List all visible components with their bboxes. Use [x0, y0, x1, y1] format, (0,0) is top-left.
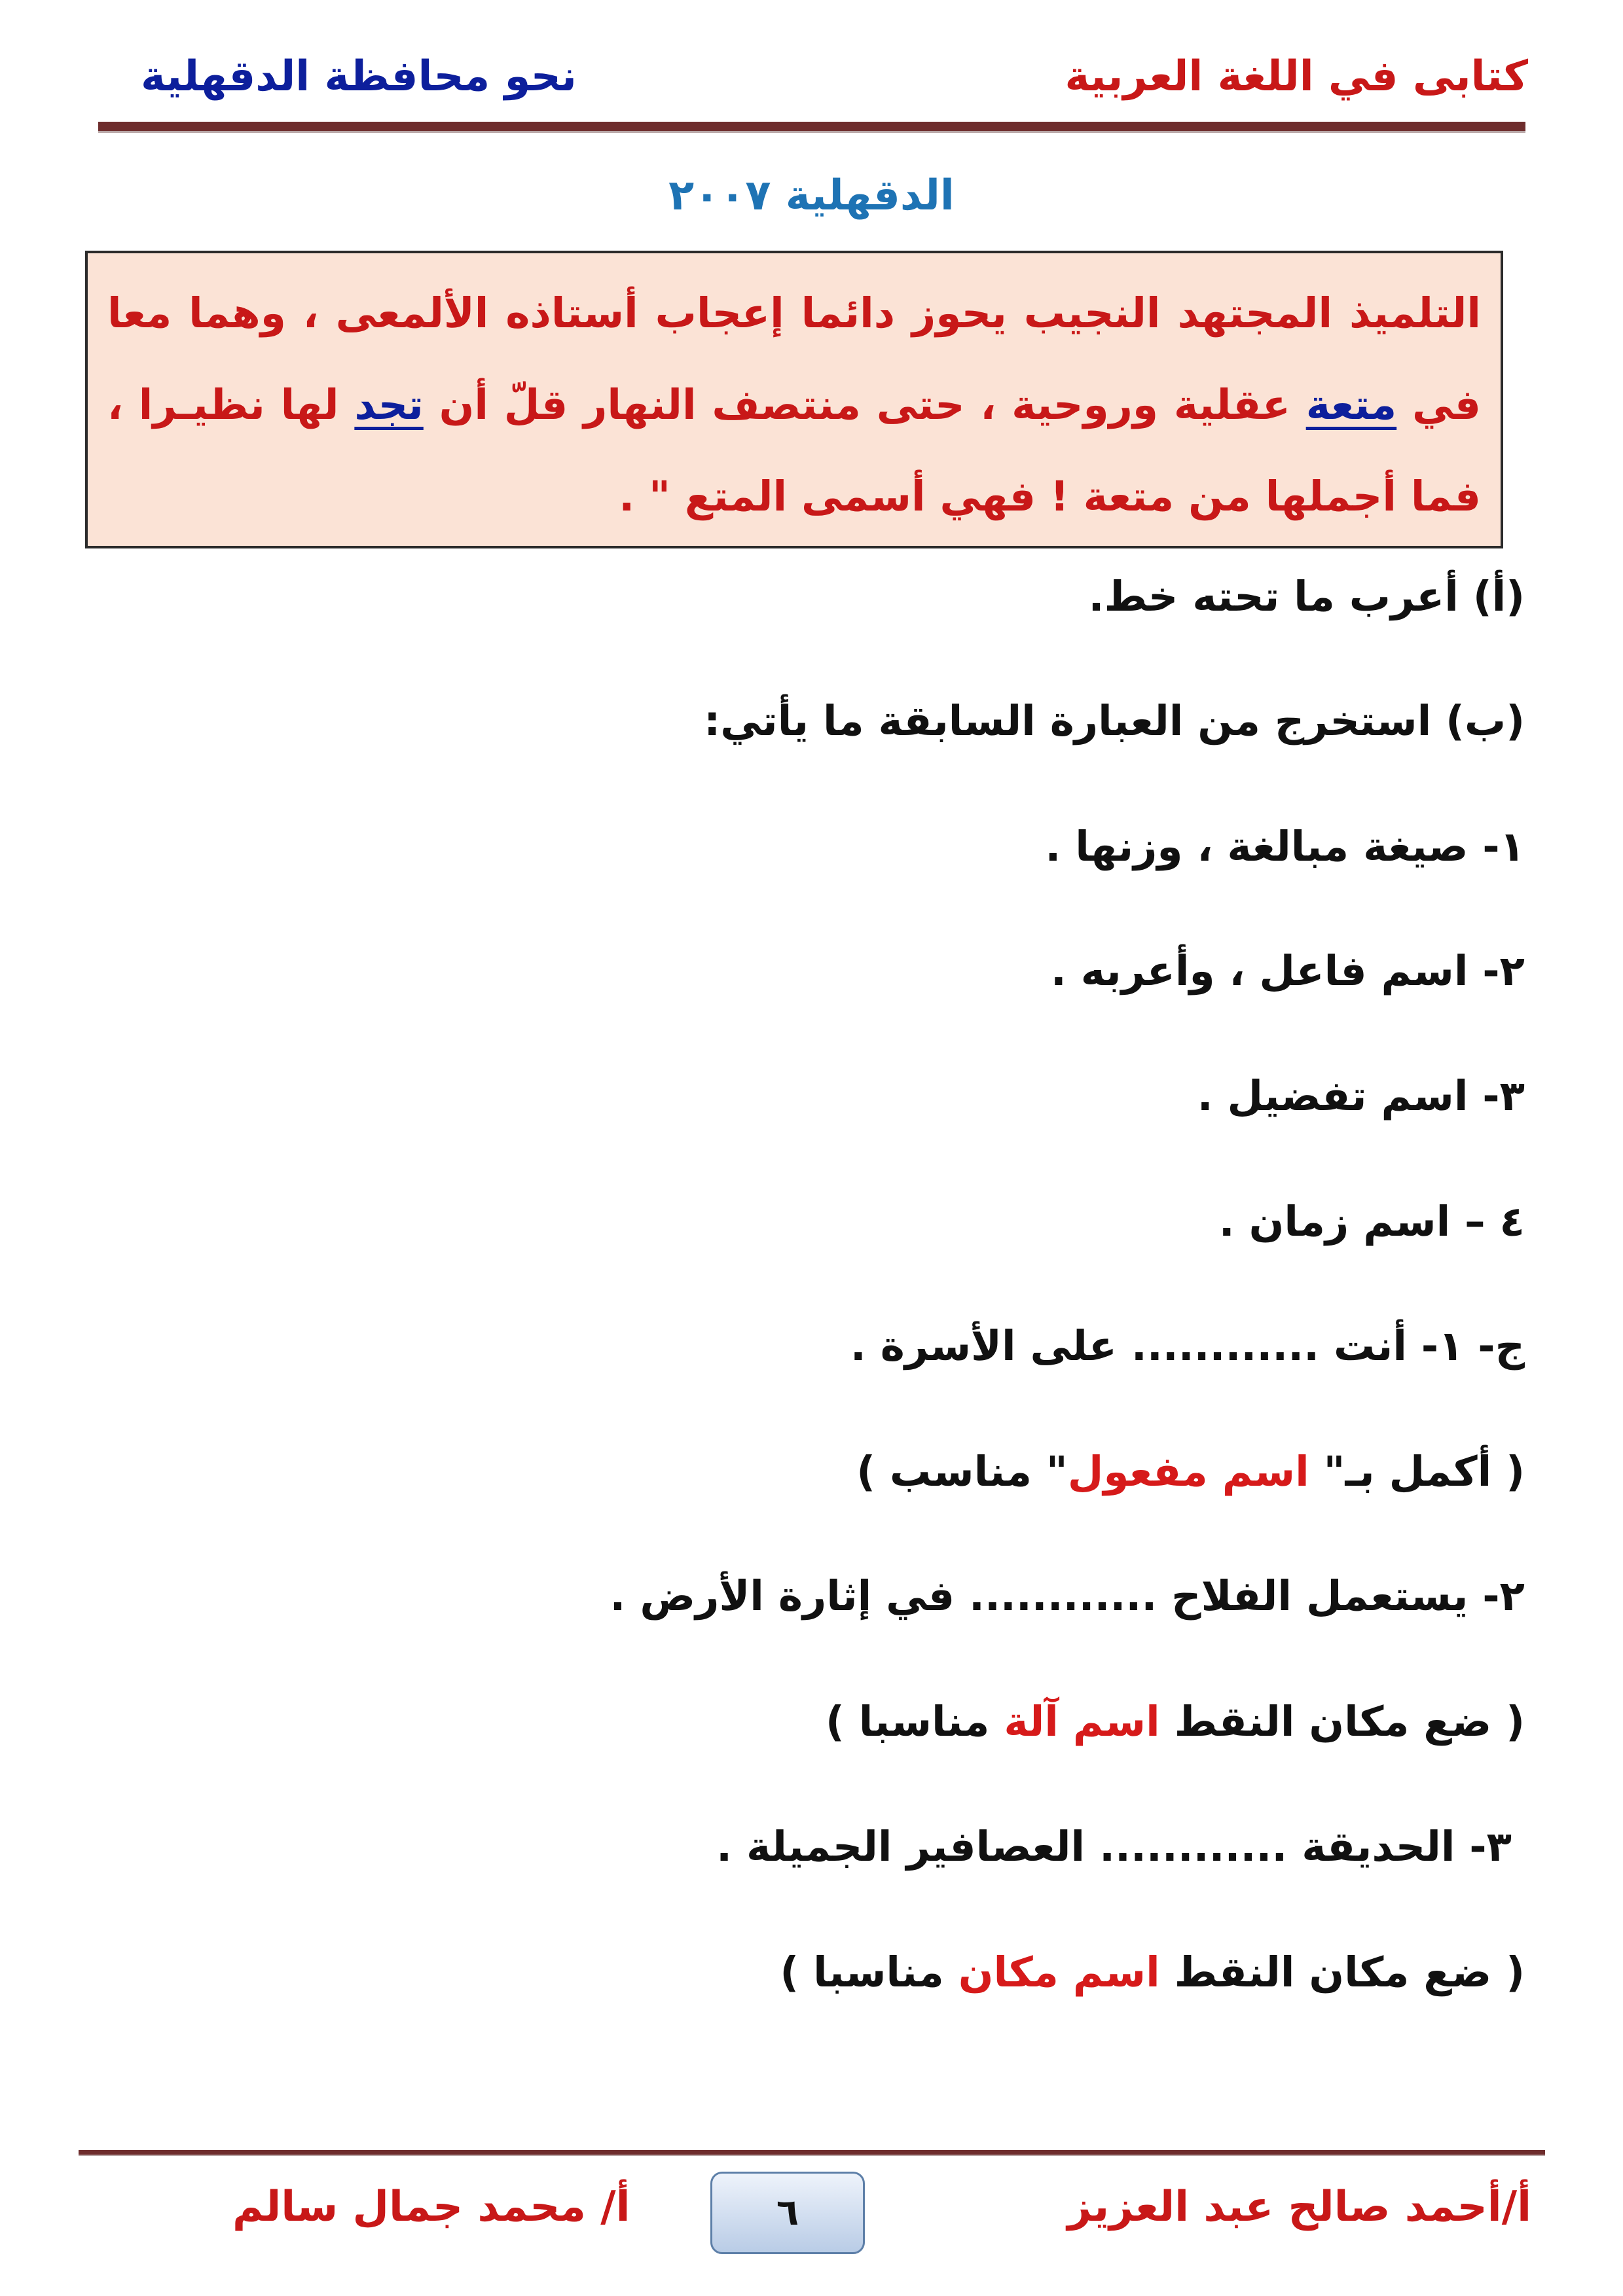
hint-c3-start: ( ضع مكان النقط	[1159, 1948, 1525, 1996]
passage-line-2	[107, 359, 1481, 451]
hint-c2-start: ( ضع مكان النقط	[1159, 1698, 1525, 1746]
subject-region-title: نحو محافظة الدقهلية	[141, 52, 577, 101]
footer-divider	[79, 2150, 1545, 2156]
question-b1: ١- صيغة مبالغة ، وزنها .	[1045, 823, 1525, 870]
question-b2: ٢- اسم فاعل ، وأعربه .	[1050, 947, 1525, 995]
question-b4: ٤ – اسم زمان .	[1218, 1198, 1525, 1246]
hint-c2-term: اسم آلة	[1004, 1698, 1160, 1746]
hint-c2-end: مناسبا )	[826, 1698, 1004, 1746]
hint-c1-term: اسم مفعول	[1067, 1448, 1309, 1496]
passage-line-1: التلميذ المجتهد النجيب يحوز دائما إعجاب أستاذه الألمعى ، وهما معا	[107, 289, 1481, 337]
question-c1-hint	[856, 1448, 1525, 1496]
header-divider	[98, 122, 1525, 133]
hint-c3-term: اسم مكان	[958, 1948, 1160, 1996]
hint-c3-end: مناسبا )	[780, 1948, 958, 1996]
passage-line-2-start: في	[1396, 381, 1481, 429]
footer-author-right: أ/أحمد صالح عبد العزيز	[1067, 2183, 1531, 2231]
question-c1: ج- ١- أنت ............ على الأسرة .	[850, 1322, 1525, 1370]
passage-line-3: فما أجملها من متعة ! فهي أسمى المتع " .	[619, 473, 1481, 520]
passage-box	[85, 251, 1503, 548]
underlined-word-tajid: تجد	[354, 381, 424, 429]
exam-title: الدقهلية ٢٠٠٧	[668, 171, 955, 220]
footer-author-left: أ/ محمد جمال سالم	[232, 2183, 630, 2231]
underlined-word-mut3a: متعة	[1305, 381, 1397, 429]
book-title: كتابى في اللغة العربية	[1065, 52, 1528, 101]
question-b: (ب) استخرج من العبارة السابقة ما يأتي:	[704, 697, 1525, 745]
question-c3-hint	[780, 1948, 1525, 1996]
question-a: (أ) أعرب ما تحته خط.	[1088, 573, 1525, 620]
passage-line-2-end: لها نظيـرا ،	[107, 381, 355, 429]
question-c2: ٢- يستعمل الفلاح ............ في إثارة الأرض .	[610, 1572, 1525, 1620]
question-c3: ٣- الحديقة ............ العصافير الجميلة .	[716, 1823, 1512, 1871]
question-c2-hint	[826, 1698, 1525, 1746]
passage-line-2-middle: عقلية وروحية ، حتى منتصف النهار قلّ أن	[423, 381, 1306, 429]
page-number: ٦	[710, 2172, 865, 2254]
hint-c1-end: " مناسب )	[856, 1448, 1068, 1496]
question-b3: ٣- اسم تفضيل .	[1197, 1072, 1525, 1120]
hint-c1-start: ( أكمل بـ"	[1309, 1448, 1525, 1496]
